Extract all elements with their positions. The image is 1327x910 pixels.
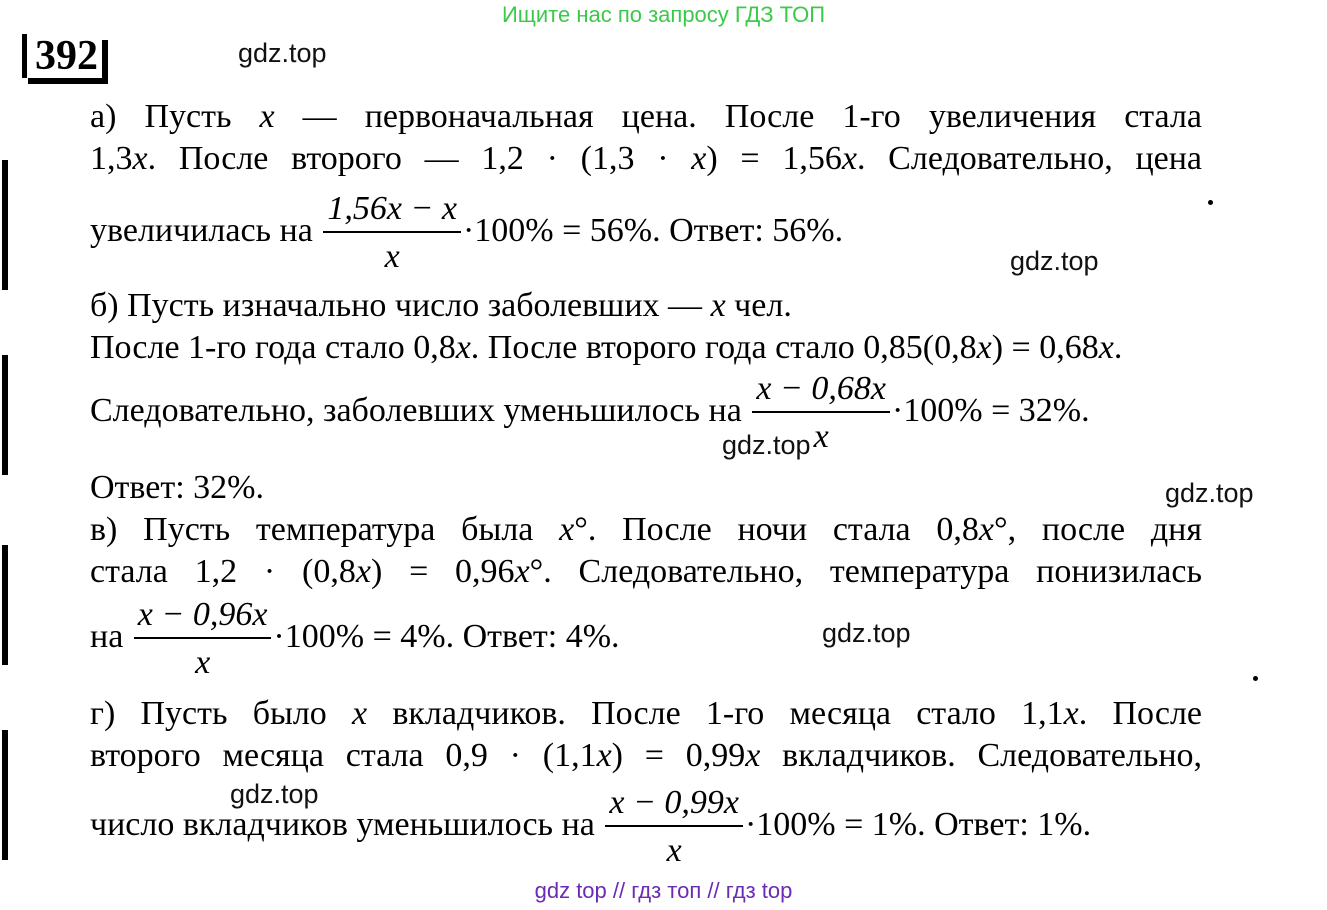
- part-b-answer: Ответ: 32%.: [90, 469, 264, 506]
- watermark: gdz.top: [230, 779, 319, 809]
- part-a-line-1: а) Пусть x — первоначальная цена. После 1-го увеличения стала: [90, 98, 1203, 135]
- scan-edge-mark: [2, 730, 8, 860]
- footer-links: gdz top // гдз топ // гдз top: [534, 878, 793, 903]
- part-c-line-2: стала 1,2 · (0,8x) = 0,96x°. Следовательно, температура понизилась: [90, 553, 1202, 590]
- scan-edge-mark: [2, 545, 8, 665]
- scan-speck: [1208, 200, 1213, 205]
- scan-speck: [1253, 676, 1258, 681]
- fraction: $\frac{x - 0,68x}{x}$: [752, 372, 890, 454]
- watermark: gdz.top: [722, 430, 811, 460]
- top-banner: Ищите нас по запросу ГДЗ ТОП: [501, 2, 826, 27]
- part-b-line-3: Следовательно, заболевших уменьшилось на $\frac{x - 0,68x}{x}$ ·100% = 32%.: [90, 370, 1090, 455]
- part-d-line-3: число вкладчиков уменьшилось на $\frac{x - 0,99x}{x}$ ·100% = 1%. Ответ: 1%.: [90, 784, 1092, 869]
- scan-edge-mark: [2, 160, 8, 290]
- part-a-line-2: 1,3x. После второго — 1,2 · (1,3 · x) = 1,56x. Следовательно, цена: [90, 140, 1203, 177]
- part-a-line-3: увеличилась на $\frac{1,56x - x}{x}$ ·100% = 56%. Ответ: 56%.: [90, 190, 844, 275]
- watermark: gdz.top: [1165, 478, 1254, 508]
- part-b-line-1: б) Пусть изначально число заболевших — x чел.: [90, 287, 792, 324]
- part-c-line-1: в) Пусть температура была x°. После ночи стала 0,8x°, после дня: [90, 511, 1202, 548]
- watermark: gdz.top: [1010, 246, 1099, 276]
- watermark: gdz.top: [822, 618, 911, 648]
- part-b-line-2: После 1-го года стало 0,8x. После второго года стало 0,85(0,8x) = 0,68x.: [90, 329, 1123, 366]
- fraction: $\frac{x - 0,96x}{x}$: [134, 598, 272, 680]
- part-d-line-1: г) Пусть было x вкладчиков. После 1-го месяца стало 1,1x. После: [90, 695, 1202, 732]
- scan-edge-mark: [2, 355, 8, 475]
- part-c-line-3: на $\frac{x - 0,96x}{x}$ ·100% = 4%. Ответ: 4%.: [90, 596, 620, 681]
- part-d-line-2: второго месяца стала 0,9 · (1,1x) = 0,99x вкладчиков. Следовательно,: [90, 737, 1203, 774]
- watermark: gdz.top: [238, 38, 327, 68]
- fraction: $\frac{1,56x - x}{x}$: [323, 192, 461, 274]
- problem-number: 392: [22, 34, 102, 78]
- fraction: $\frac{x - 0,99x}{x}$: [605, 786, 743, 868]
